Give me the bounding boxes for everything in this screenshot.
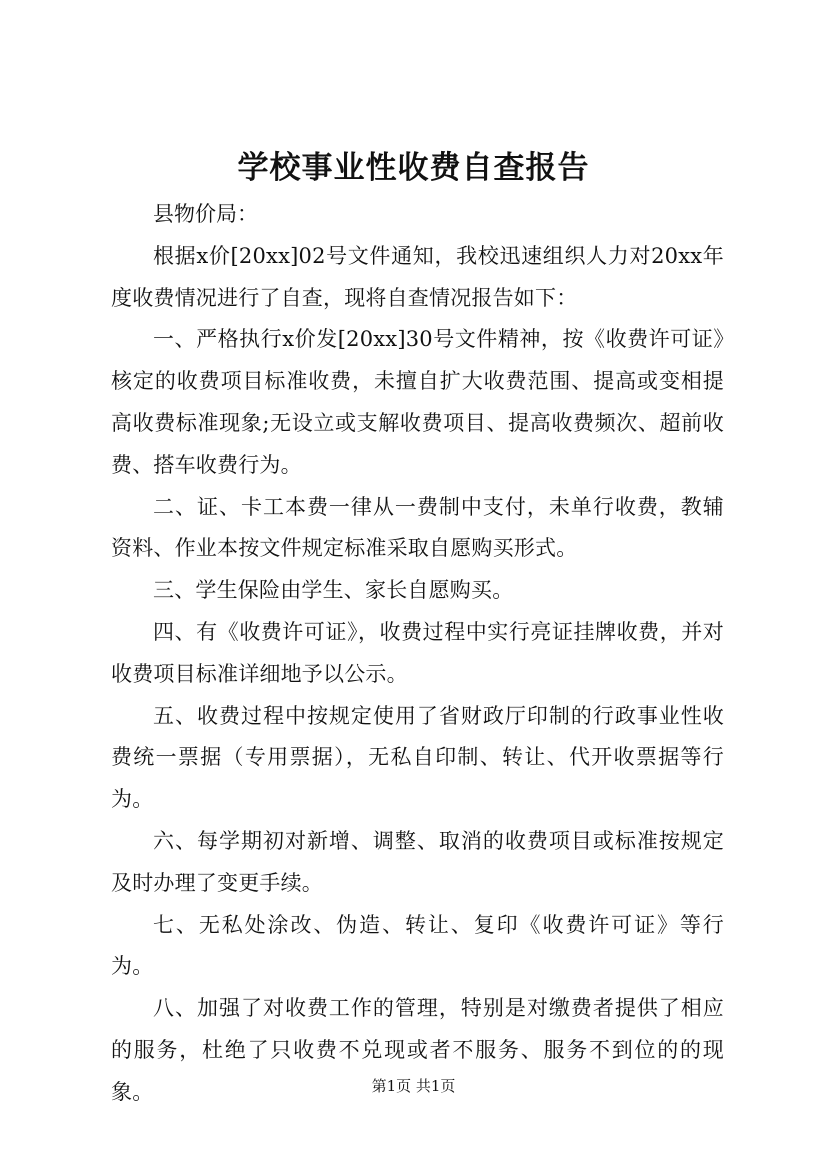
document-body [111, 194, 724, 1114]
paragraph-item-6: 六、每学期初对新增、调整、取消的收费项目或标准按规定及时办理了变更手续。 [111, 828, 724, 895]
paragraph-item-3: 三、学生保险由学生、家长自愿购买。 [153, 578, 514, 603]
paragraph-intro: 根据x价[20xx]02号文件通知，我校迅速组织人力对20xx年度收费情况进行了自查，现将自查情况报告如下： [111, 243, 724, 310]
salutation: 县物价局： [153, 202, 258, 226]
paragraph-item-7: 七、无私处涂改、伪造、转让、复印《收费许可证》等行为。 [111, 912, 724, 979]
document-title: 学校事业性收费自查报告 [237, 150, 590, 186]
page-footer: 第1页 共1页 [371, 1077, 456, 1095]
paragraph-item-5: 五、收费过程中按规定使用了省财政厅印制的行政事业性收费统一票据（专用票据），无私自印制、转让、代开收票据等行为。 [111, 703, 724, 812]
paragraph-item-1: 一、严格执行x价发[20xx]30号文件精神，按《收费许可证》核定的收费项目标准收费，未擅自扩大收费范围、提高或变相提高收费标准现象;无设立或支解收费项目、提高收费频次、超前收费、搭车收费行为。 [111, 327, 724, 477]
paragraph-item-2: 二、证、卡工本费一律从一费制中支付，未单行收费，教辅资料、作业本按文件规定标准采取自愿购买形式。 [111, 494, 724, 561]
paragraph-item-8: 八、加强了对收费工作的管理，特别是对缴费者提供了相应的服务，杜绝了只收费不兑现或者不服务、服务不到位的的现象。 [111, 996, 724, 1104]
paragraph-item-4: 四、有《收费许可证》，收费过程中实行亮证挂牌收费，并对收费项目标准详细地予以公示。 [111, 619, 724, 686]
